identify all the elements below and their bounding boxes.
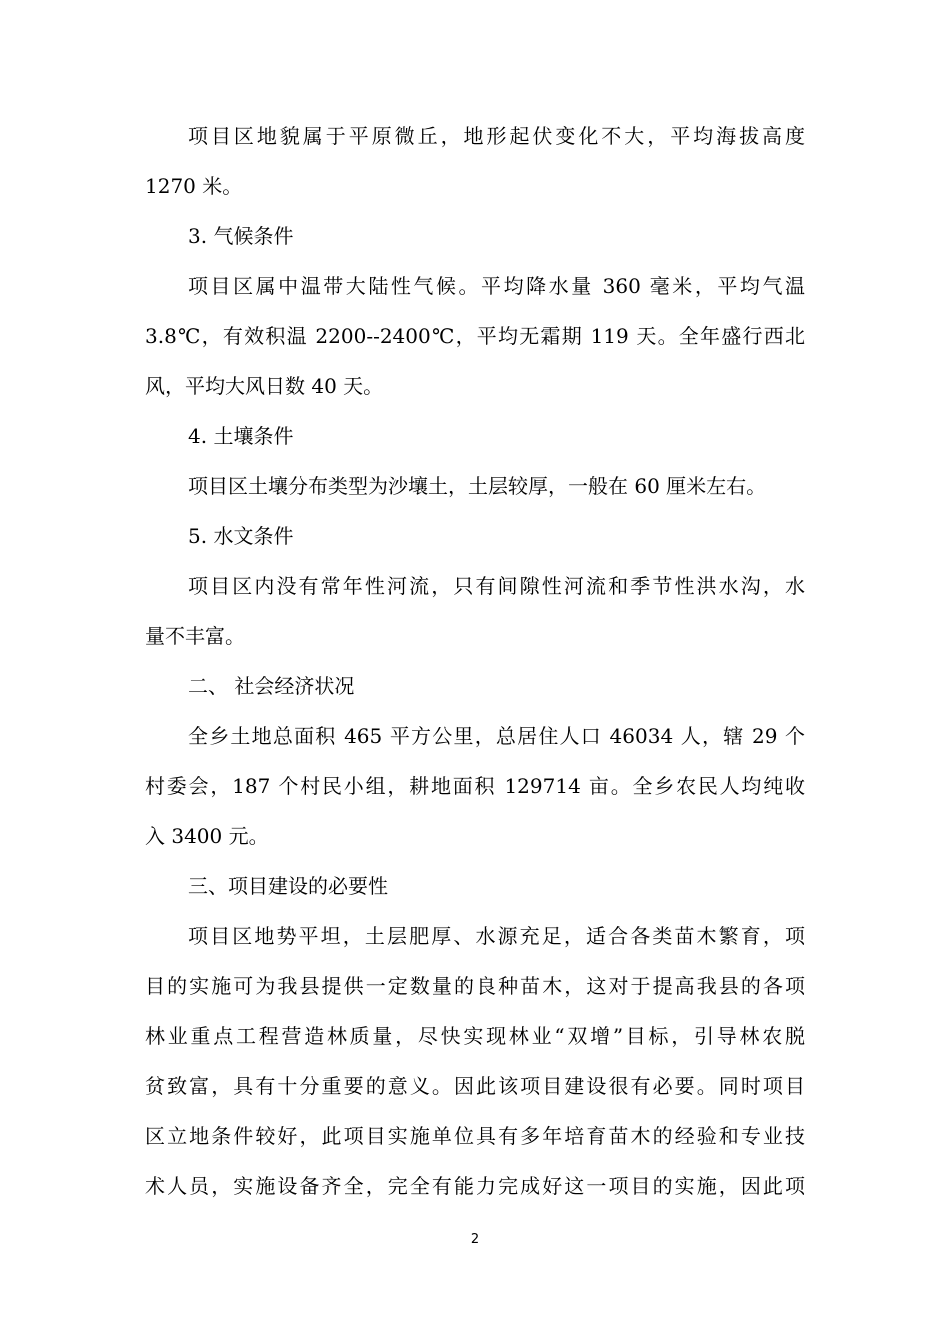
paragraph-line: 村委会，187 个村民小组，耕地面积 129714 亩。全乡农民人均纯收 [145, 774, 805, 798]
paragraph-line: 项目区地势平坦，土层肥厚、水源充足，适合各类苗木繁育，项 [188, 924, 805, 948]
paragraph-line: 1270 米。 [145, 174, 243, 198]
page-number: 2 [470, 1232, 480, 1247]
section-heading: 3. 气候条件 [188, 224, 294, 248]
paragraph-line: 项目区内没有常年性河流，只有间隙性河流和季节性洪水沟，水 [188, 574, 805, 598]
section-heading: 4. 土壤条件 [188, 424, 294, 448]
paragraph-line: 术人员，实施设备齐全，完全有能力完成好这一项目的实施，因此项 [145, 1174, 805, 1198]
paragraph-line: 风，平均大风日数 40 天。 [145, 374, 384, 398]
paragraph-line: 区立地条件较好，此项目实施单位具有多年培育苗木的经验和专业技 [145, 1124, 805, 1148]
paragraph-line: 贫致富，具有十分重要的意义。因此该项目建设很有必要。同时项目 [145, 1074, 805, 1098]
section-heading: 5. 水文条件 [188, 524, 294, 548]
paragraph-line: 项目区地貌属于平原微丘，地形起伏变化不大，平均海拔高度 [188, 124, 805, 148]
chapter-heading: 三、项目建设的必要性 [188, 874, 388, 898]
paragraph-line: 3.8℃，有效积温 2200--2400℃，平均无霜期 119 天。全年盛行西北 [145, 324, 805, 348]
paragraph-line: 量不丰富。 [145, 624, 245, 648]
paragraph-line: 目的实施可为我县提供一定数量的良种苗木，这对于提高我县的各项 [145, 974, 805, 998]
paragraph-line: 项目区属中温带大陆性气候。平均降水量 360 毫米，平均气温 [188, 274, 805, 298]
paragraph-line: 入 3400 元。 [145, 824, 269, 848]
paragraph-line: 林业重点工程营造林质量，尽快实现林业“双增”目标，引导林农脱 [145, 1024, 805, 1048]
paragraph-line: 全乡土地总面积 465 平方公里，总居住人口 46034 人，辖 29 个 [188, 724, 805, 748]
paragraph-line: 项目区土壤分布类型为沙壤土，土层较厚，一般在 60 厘米左右。 [188, 474, 767, 498]
chapter-heading: 二、 社会经济状况 [188, 674, 355, 698]
